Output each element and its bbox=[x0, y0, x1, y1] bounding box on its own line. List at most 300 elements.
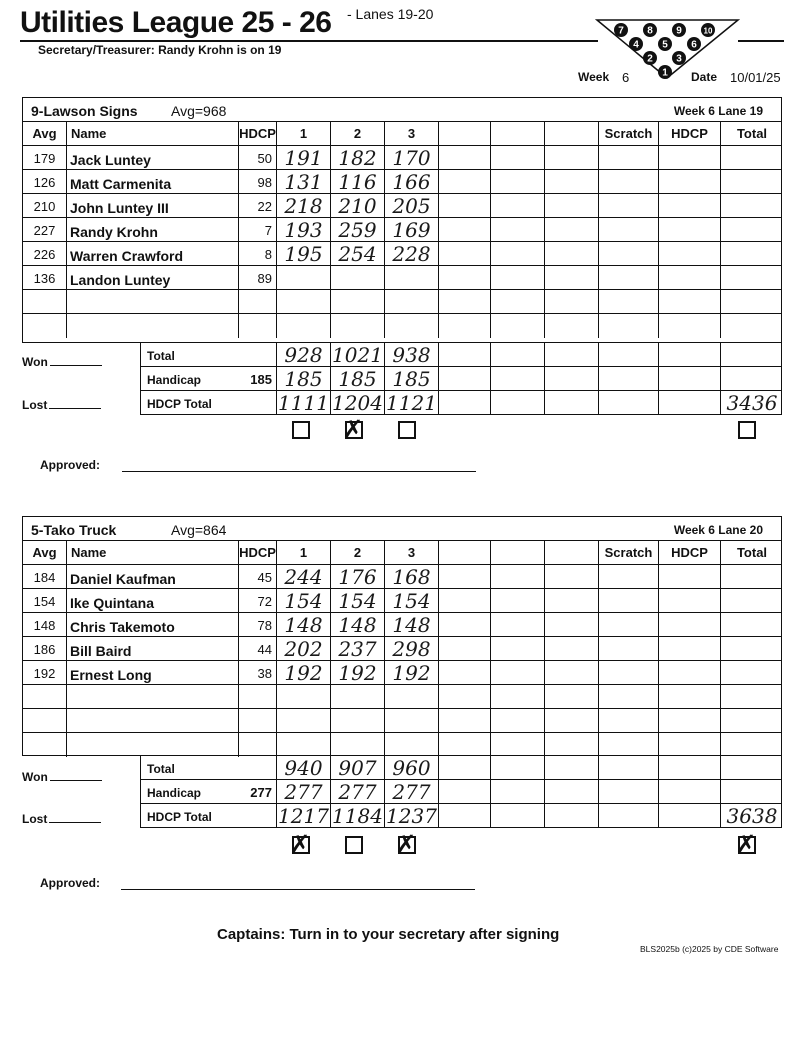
total-cell bbox=[721, 661, 783, 685]
game-2-score[interactable]: 210 bbox=[331, 194, 385, 218]
game-1-score[interactable]: 131 bbox=[277, 170, 331, 194]
game-2-score[interactable]: 154 bbox=[331, 589, 385, 613]
hdcp-total-row-series[interactable]: 3436 bbox=[726, 391, 778, 415]
handicap-row-label: Handicap bbox=[147, 373, 202, 387]
scratch-cell bbox=[599, 709, 659, 733]
column-header-blank bbox=[545, 122, 599, 146]
bowler-name bbox=[67, 685, 239, 709]
handicap-row-g1[interactable]: 277 bbox=[277, 780, 331, 804]
bowler-average: 154 bbox=[23, 589, 67, 613]
team-header bbox=[23, 517, 781, 541]
pin-number: 1 bbox=[662, 67, 668, 79]
bowler-row bbox=[23, 637, 781, 661]
hdcp-cell bbox=[659, 565, 721, 589]
bowler-name: Warren Crawford bbox=[67, 242, 239, 266]
game-2-score[interactable] bbox=[331, 709, 385, 733]
blank-cell bbox=[659, 756, 721, 780]
game-2-score[interactable]: 254 bbox=[331, 242, 385, 266]
secretary-note: Secretary/Treasurer: Randy Krohn is on 19 bbox=[38, 43, 282, 57]
hdcp-total-row bbox=[141, 391, 781, 415]
column-header-scratch: Scratch bbox=[599, 122, 659, 146]
bowler-row bbox=[23, 565, 781, 589]
blank-cell bbox=[545, 343, 599, 367]
blank-cell bbox=[491, 266, 545, 290]
win-checkbox-g2[interactable] bbox=[345, 836, 363, 854]
blank-cell bbox=[491, 170, 545, 194]
team-name: 5-Tako Truck bbox=[31, 522, 117, 538]
handicap-row-label-cell bbox=[141, 367, 277, 391]
blank-cell bbox=[545, 804, 599, 828]
blank-cell bbox=[491, 637, 545, 661]
game-3-score[interactable]: 168 bbox=[385, 565, 439, 589]
bowler-handicap bbox=[239, 685, 277, 709]
hdcp-cell bbox=[659, 146, 721, 170]
blank-cell bbox=[491, 565, 545, 589]
game-1-score[interactable] bbox=[277, 266, 331, 290]
bowler-average bbox=[23, 290, 67, 314]
blank-cell bbox=[439, 266, 491, 290]
hdcp-total-row bbox=[141, 804, 781, 828]
game-1-score[interactable]: 154 bbox=[277, 589, 331, 613]
blank-cell bbox=[439, 565, 491, 589]
bowler-average: 179 bbox=[23, 146, 67, 170]
hdcp-total-row-label-cell bbox=[141, 804, 277, 828]
blank-cell bbox=[599, 780, 659, 804]
handicap-row-label-cell bbox=[141, 780, 277, 804]
hdcp-cell bbox=[659, 314, 721, 338]
game-2-score[interactable] bbox=[331, 266, 385, 290]
blank-cell bbox=[545, 367, 599, 391]
game-3-score[interactable]: 154 bbox=[385, 589, 439, 613]
blank-cell bbox=[659, 343, 721, 367]
game-3-score[interactable]: 166 bbox=[385, 170, 439, 194]
blank-cell bbox=[439, 804, 491, 828]
blank-cell bbox=[439, 589, 491, 613]
game-3-score[interactable]: 228 bbox=[385, 242, 439, 266]
game-3-score[interactable]: 148 bbox=[385, 613, 439, 637]
bowler-name bbox=[67, 709, 239, 733]
team-header bbox=[23, 98, 781, 122]
bowler-row bbox=[23, 685, 781, 709]
blank-cell bbox=[491, 391, 545, 415]
handicap-row-g3[interactable]: 277 bbox=[385, 780, 439, 804]
column-header-blank bbox=[491, 541, 545, 565]
blank-cell bbox=[545, 242, 599, 266]
bowler-name: Jack Luntey bbox=[67, 146, 239, 170]
bowler-handicap bbox=[239, 314, 277, 338]
game-1-score[interactable] bbox=[277, 290, 331, 314]
hdcp-cell bbox=[659, 266, 721, 290]
scratch-cell bbox=[599, 733, 659, 757]
bowler-row bbox=[23, 613, 781, 637]
blank-cell bbox=[599, 391, 659, 415]
pin-number: 4 bbox=[633, 39, 639, 51]
check-x-icon: ✗ bbox=[396, 830, 417, 858]
blank-cell bbox=[545, 589, 599, 613]
bowler-average bbox=[23, 685, 67, 709]
blank-cell bbox=[545, 266, 599, 290]
win-checkbox-g2[interactable] bbox=[343, 415, 364, 443]
bowler-average bbox=[23, 314, 67, 338]
game-2-score[interactable] bbox=[331, 314, 385, 338]
game-1-score[interactable]: 244 bbox=[277, 565, 331, 589]
total-cell bbox=[721, 637, 783, 661]
game-3-score[interactable]: 298 bbox=[385, 637, 439, 661]
game-2-score[interactable] bbox=[331, 733, 385, 757]
column-header-hdcp2: HDCP bbox=[659, 122, 721, 146]
team-average: Avg=864 bbox=[171, 522, 227, 538]
check-x-icon: ✗ bbox=[736, 830, 757, 858]
total-row-g2[interactable]: 907 bbox=[331, 756, 385, 780]
blank-cell bbox=[439, 780, 491, 804]
won-field[interactable] bbox=[22, 355, 102, 369]
blank-cell bbox=[439, 343, 491, 367]
hdcp-cell bbox=[659, 290, 721, 314]
won-label: Won bbox=[22, 770, 48, 784]
bowler-name bbox=[67, 290, 239, 314]
bowler-handicap: 7 bbox=[239, 218, 277, 242]
handicap-row-g2[interactable]: 185 bbox=[331, 367, 385, 391]
column-header-hdcp: HDCP bbox=[239, 541, 277, 565]
blank-cell bbox=[439, 685, 491, 709]
game-3-score[interactable] bbox=[385, 685, 439, 709]
column-header-scratch: Scratch bbox=[599, 541, 659, 565]
handicap-row-label: Handicap bbox=[147, 786, 202, 800]
game-3-score[interactable]: 192 bbox=[385, 661, 439, 685]
bowler-average: 210 bbox=[23, 194, 67, 218]
bowler-row bbox=[23, 218, 781, 242]
blank-cell bbox=[599, 343, 659, 367]
total-row-g3[interactable]: 960 bbox=[385, 756, 439, 780]
scratch-cell bbox=[599, 218, 659, 242]
column-header-row bbox=[23, 541, 781, 565]
bowler-handicap: 22 bbox=[239, 194, 277, 218]
pin-number: 9 bbox=[676, 25, 682, 37]
scratch-cell bbox=[599, 685, 659, 709]
win-checkbox-g3[interactable] bbox=[398, 421, 416, 439]
blank-cell bbox=[545, 637, 599, 661]
win-checkbox-total[interactable] bbox=[738, 421, 756, 439]
hdcp-cell bbox=[659, 218, 721, 242]
scratch-cell bbox=[599, 290, 659, 314]
scratch-cell bbox=[599, 314, 659, 338]
game-1-score[interactable]: 192 bbox=[277, 661, 331, 685]
blank-cell bbox=[491, 685, 545, 709]
game-3-score[interactable] bbox=[385, 290, 439, 314]
total-cell bbox=[721, 290, 783, 314]
blank-cell bbox=[545, 709, 599, 733]
total-cell bbox=[721, 589, 783, 613]
game-1-score[interactable] bbox=[277, 685, 331, 709]
total-cell bbox=[721, 194, 783, 218]
blank-cell bbox=[659, 367, 721, 391]
blank-cell bbox=[439, 242, 491, 266]
total-row-label: Total bbox=[147, 762, 175, 776]
blank-cell bbox=[439, 709, 491, 733]
total-cell bbox=[721, 709, 783, 733]
total-row-g2[interactable]: 1021 bbox=[331, 343, 385, 367]
scratch-cell bbox=[599, 146, 659, 170]
bowler-average: 126 bbox=[23, 170, 67, 194]
bowler-row bbox=[23, 733, 781, 757]
game-2-score[interactable] bbox=[331, 685, 385, 709]
blank-cell bbox=[439, 391, 491, 415]
game-1-score[interactable]: 148 bbox=[277, 613, 331, 637]
column-header-g2: 2 bbox=[331, 122, 385, 146]
blank-cell bbox=[491, 290, 545, 314]
hdcp-total-row-g3[interactable]: 1237 bbox=[385, 804, 439, 828]
blank-cell bbox=[491, 343, 545, 367]
lost-field[interactable] bbox=[22, 812, 101, 826]
game-2-score[interactable]: 192 bbox=[331, 661, 385, 685]
blank-cell bbox=[599, 756, 659, 780]
captains-instruction: Captains: Turn in to your secretary after signing bbox=[217, 926, 560, 943]
game-1-score[interactable]: 218 bbox=[277, 194, 331, 218]
week-value: 6 bbox=[622, 70, 630, 85]
bowler-handicap: 78 bbox=[239, 613, 277, 637]
blank-cell bbox=[439, 367, 491, 391]
blank-cell bbox=[545, 756, 599, 780]
blank-cell bbox=[721, 367, 783, 391]
check-x-icon: ✗ bbox=[290, 830, 311, 858]
total-cell bbox=[721, 613, 783, 637]
total-row-g1[interactable]: 940 bbox=[277, 756, 331, 780]
game-1-score[interactable] bbox=[277, 733, 331, 757]
blank-cell bbox=[545, 661, 599, 685]
column-header-blank bbox=[491, 122, 545, 146]
column-header-hdcp2: HDCP bbox=[659, 541, 721, 565]
win-checkbox-g3[interactable] bbox=[396, 830, 417, 858]
hdcp-cell bbox=[659, 709, 721, 733]
game-1-score[interactable]: 193 bbox=[277, 218, 331, 242]
blank-cell bbox=[491, 804, 545, 828]
total-cell bbox=[721, 170, 783, 194]
scratch-cell bbox=[599, 266, 659, 290]
scratch-cell bbox=[599, 661, 659, 685]
blank-cell bbox=[721, 780, 783, 804]
blank-cell bbox=[439, 218, 491, 242]
bowler-average: 186 bbox=[23, 637, 67, 661]
scratch-cell bbox=[599, 194, 659, 218]
blank-cell bbox=[545, 733, 599, 757]
column-header-g1: 1 bbox=[277, 122, 331, 146]
hdcp-total-row-g2[interactable]: 1204 bbox=[331, 391, 385, 415]
scratch-cell bbox=[599, 170, 659, 194]
win-checkboxes bbox=[0, 830, 800, 858]
blank-cell bbox=[439, 314, 491, 338]
game-1-score[interactable]: 202 bbox=[277, 637, 331, 661]
game-1-score[interactable] bbox=[277, 314, 331, 338]
column-header-g1: 1 bbox=[277, 541, 331, 565]
pin-number: 10 bbox=[703, 26, 713, 36]
win-checkboxes bbox=[0, 415, 800, 443]
game-1-score[interactable] bbox=[277, 709, 331, 733]
bowler-name: Chris Takemoto bbox=[67, 613, 239, 637]
bowler-name: Daniel Kaufman bbox=[67, 565, 239, 589]
bowler-average bbox=[23, 709, 67, 733]
blank-cell bbox=[659, 804, 721, 828]
win-checkbox-g1[interactable] bbox=[292, 421, 310, 439]
hdcp-cell bbox=[659, 637, 721, 661]
bowler-row bbox=[23, 589, 781, 613]
hdcp-total-row-g2[interactable]: 1184 bbox=[331, 804, 385, 828]
bowler-average: 192 bbox=[23, 661, 67, 685]
date-label: Date bbox=[691, 70, 718, 84]
hdcp-total-row-g1[interactable]: 1217 bbox=[277, 804, 331, 828]
game-1-score[interactable]: 191 bbox=[277, 146, 331, 170]
blank-cell bbox=[439, 613, 491, 637]
bowler-name: Matt Carmenita bbox=[67, 170, 239, 194]
total-row bbox=[141, 343, 781, 367]
total-row-g3[interactable]: 938 bbox=[385, 343, 439, 367]
bowler-handicap bbox=[239, 290, 277, 314]
league-title: Utilities League 25 - 26 bbox=[20, 6, 332, 39]
game-1-score[interactable]: 195 bbox=[277, 242, 331, 266]
summary-rows bbox=[140, 756, 782, 828]
blank-cell bbox=[491, 146, 545, 170]
bowler-name: Randy Krohn bbox=[67, 218, 239, 242]
pin-number: 5 bbox=[662, 39, 668, 51]
handicap-row-g2[interactable]: 277 bbox=[331, 780, 385, 804]
game-2-score[interactable]: 116 bbox=[331, 170, 385, 194]
pin-number: 3 bbox=[676, 53, 682, 65]
right-underline bbox=[738, 40, 784, 42]
bowler-handicap: 50 bbox=[239, 146, 277, 170]
approved-signature-line[interactable] bbox=[121, 889, 475, 890]
total-row bbox=[141, 756, 781, 780]
blank-cell bbox=[545, 218, 599, 242]
blank-cell bbox=[599, 367, 659, 391]
lost-field[interactable] bbox=[22, 398, 101, 412]
column-header-blank bbox=[439, 122, 491, 146]
won-field[interactable] bbox=[22, 770, 102, 784]
summary-rows bbox=[140, 343, 782, 415]
blank-cell bbox=[659, 780, 721, 804]
bowler-handicap: 72 bbox=[239, 589, 277, 613]
blank-cell bbox=[491, 780, 545, 804]
bowler-average: 136 bbox=[23, 266, 67, 290]
column-header-blank bbox=[545, 541, 599, 565]
handicap-row-g1[interactable]: 185 bbox=[277, 367, 331, 391]
blank-cell bbox=[545, 565, 599, 589]
win-checkbox-total[interactable] bbox=[736, 830, 757, 858]
game-3-score[interactable] bbox=[385, 266, 439, 290]
bowler-row bbox=[23, 314, 781, 338]
bowler-average: 226 bbox=[23, 242, 67, 266]
blank-cell bbox=[491, 242, 545, 266]
handicap-row bbox=[141, 780, 781, 804]
win-checkbox-g1[interactable] bbox=[290, 830, 311, 858]
column-header-avg: Avg bbox=[23, 122, 67, 146]
blank-cell bbox=[439, 756, 491, 780]
team-grid bbox=[22, 516, 782, 756]
bowler-row bbox=[23, 290, 781, 314]
blank-cell bbox=[491, 367, 545, 391]
column-header-total: Total bbox=[736, 126, 768, 141]
pin-number: 7 bbox=[618, 25, 624, 37]
total-cell bbox=[721, 266, 783, 290]
total-row-label-cell bbox=[141, 343, 277, 367]
game-3-score[interactable] bbox=[385, 709, 439, 733]
team-average: Avg=968 bbox=[171, 103, 227, 119]
blank-cell bbox=[439, 290, 491, 314]
bowler-name: Bill Baird bbox=[67, 637, 239, 661]
blank-cell bbox=[721, 343, 783, 367]
column-header-name: Name bbox=[67, 541, 239, 565]
hdcp-cell bbox=[659, 733, 721, 757]
bowler-average: 184 bbox=[23, 565, 67, 589]
total-row-g1[interactable]: 928 bbox=[277, 343, 331, 367]
hdcp-cell bbox=[659, 170, 721, 194]
hdcp-total-row-series[interactable]: 3638 bbox=[726, 804, 778, 828]
blank-cell bbox=[439, 637, 491, 661]
blank-cell bbox=[491, 733, 545, 757]
bowler-row bbox=[23, 709, 781, 733]
blank-cell bbox=[491, 194, 545, 218]
game-3-score[interactable] bbox=[385, 733, 439, 757]
bowler-handicap: 98 bbox=[239, 170, 277, 194]
column-header-hdcp: HDCP bbox=[239, 122, 277, 146]
column-header-row bbox=[23, 122, 781, 146]
bowler-row bbox=[23, 194, 781, 218]
blank-cell bbox=[545, 391, 599, 415]
total-row-label: Total bbox=[147, 349, 175, 363]
scratch-cell bbox=[599, 613, 659, 637]
title-underline bbox=[20, 40, 598, 42]
total-cell bbox=[721, 146, 783, 170]
bowler-average: 227 bbox=[23, 218, 67, 242]
bowler-row bbox=[23, 170, 781, 194]
game-2-score[interactable]: 148 bbox=[331, 613, 385, 637]
pin-number: 2 bbox=[647, 53, 653, 65]
date-value: 10/01/25 bbox=[730, 70, 781, 85]
pin-number: 6 bbox=[691, 39, 697, 51]
hdcp-total-row-g1[interactable]: 1111 bbox=[277, 391, 331, 415]
game-3-score[interactable]: 205 bbox=[385, 194, 439, 218]
column-header-g2: 2 bbox=[331, 541, 385, 565]
game-2-score[interactable]: 176 bbox=[331, 565, 385, 589]
won-label: Won bbox=[22, 355, 48, 369]
approved-label: Approved: bbox=[40, 876, 100, 890]
game-3-score[interactable] bbox=[385, 314, 439, 338]
bowler-average bbox=[23, 733, 67, 757]
hdcp-total-row-label-cell bbox=[141, 391, 277, 415]
handicap-row bbox=[141, 367, 781, 391]
blank-cell bbox=[545, 314, 599, 338]
game-2-score[interactable]: 182 bbox=[331, 146, 385, 170]
game-2-score[interactable]: 237 bbox=[331, 637, 385, 661]
blank-cell bbox=[545, 194, 599, 218]
game-3-score[interactable]: 169 bbox=[385, 218, 439, 242]
blank-cell bbox=[491, 218, 545, 242]
game-2-score[interactable]: 259 bbox=[331, 218, 385, 242]
week-label: Week bbox=[578, 70, 610, 84]
bowler-handicap: 8 bbox=[239, 242, 277, 266]
hdcp-total-row-g3[interactable]: 1121 bbox=[385, 391, 439, 415]
total-cell bbox=[721, 242, 783, 266]
total-cell bbox=[721, 314, 783, 338]
hdcp-total-row-label: HDCP Total bbox=[147, 810, 212, 824]
approved-signature-line[interactable] bbox=[122, 471, 476, 472]
blank-cell bbox=[491, 661, 545, 685]
blank-cell bbox=[545, 146, 599, 170]
total-cell bbox=[721, 733, 783, 757]
blank-cell bbox=[545, 613, 599, 637]
game-3-score[interactable]: 170 bbox=[385, 146, 439, 170]
handicap-row-g3[interactable]: 185 bbox=[385, 367, 439, 391]
blank-cell bbox=[545, 290, 599, 314]
game-2-score[interactable] bbox=[331, 290, 385, 314]
